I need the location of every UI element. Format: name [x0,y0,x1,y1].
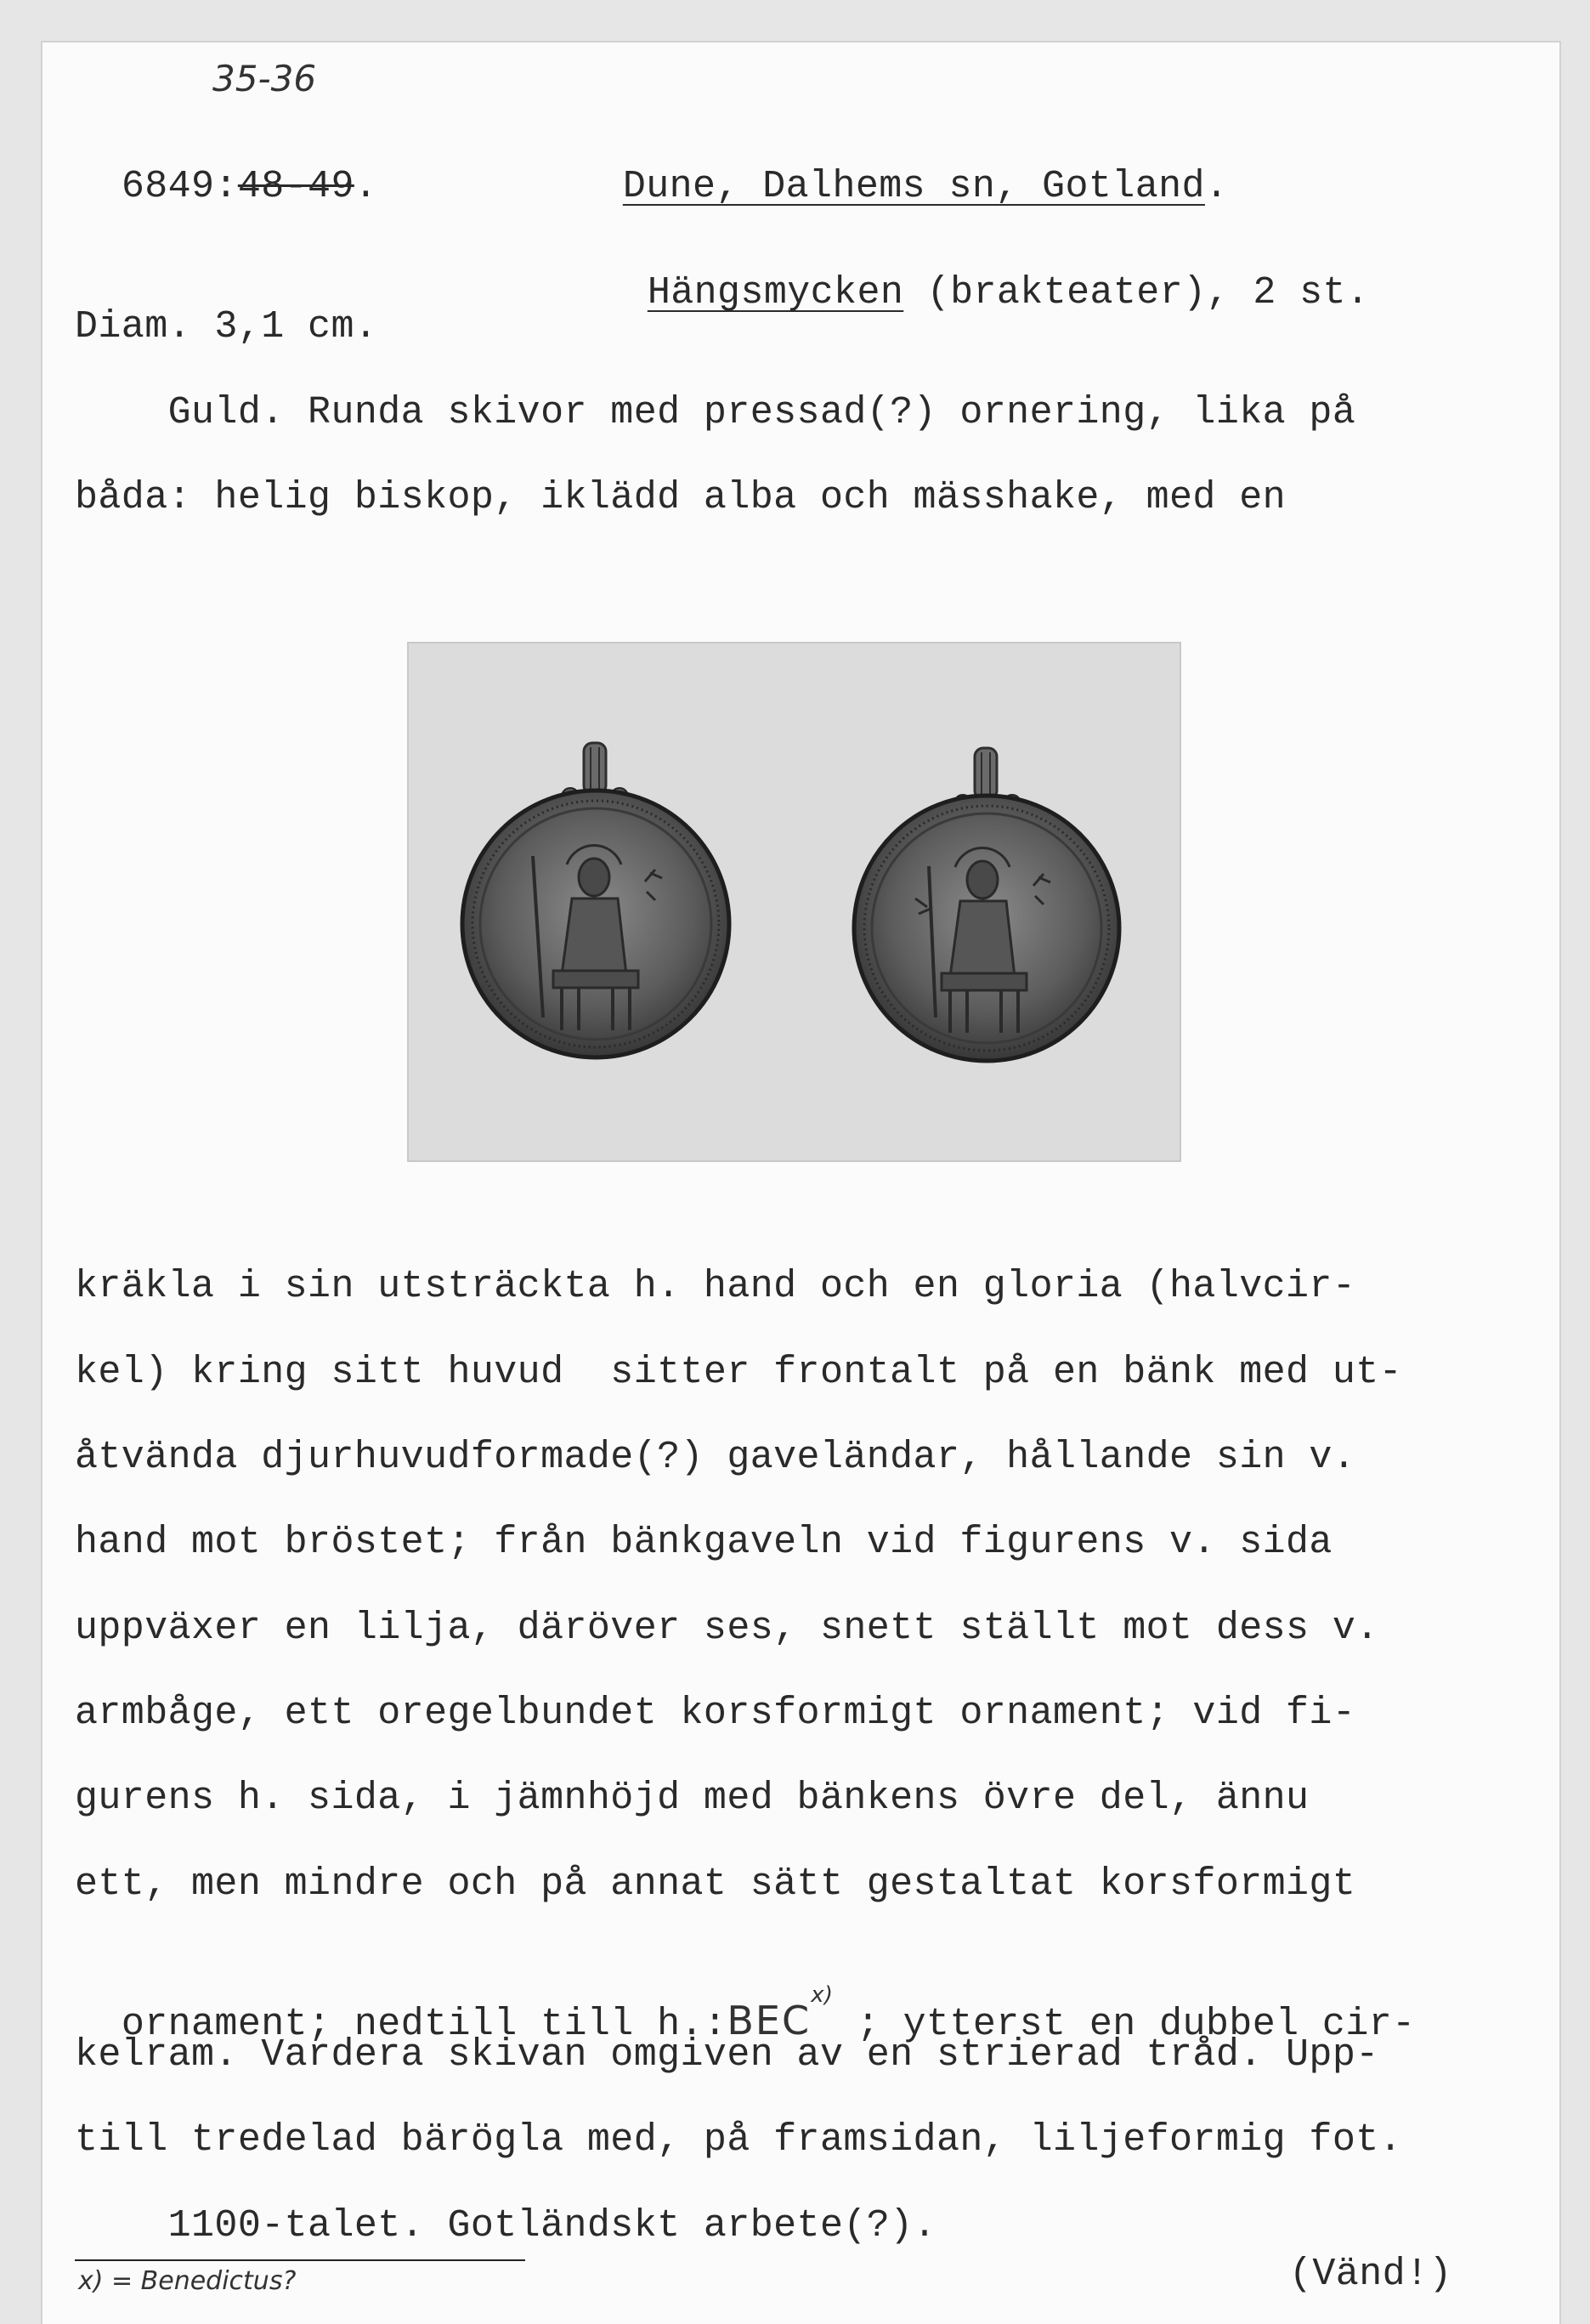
inscription-suffix: ; ytterst en dubbel cir- [833,2003,1416,2046]
handwritten-number: 35-36 [212,58,317,99]
catalog-prefix: 6849: [121,165,238,208]
bracteates-photo [407,642,1181,1162]
footnote-rule [75,2259,525,2261]
inscription-mark: x) [811,1982,834,2008]
location-line [576,111,1228,213]
diameter: Diam. 3,1 cm. [75,305,378,349]
catalog-line [75,111,377,213]
description-line: kel) kring sitt huvud sitter frontalt på en bänk med ut- [75,1351,1403,1394]
bracteates-illustration [409,643,1180,1160]
location-suffix: . [1204,165,1229,208]
description-line: till tredelad bärögla med, på framsidan, liljeformig fot. [75,2118,1403,2162]
location: Dune, Dalhems sn, Gotland [622,165,1205,208]
object-line [601,217,1369,319]
inscription-prefix: ornament; nedtill till h.: [121,2003,727,2046]
object-detail: (brakteater), 2 st. [903,271,1370,315]
description-line: båda: helig biskop, iklädd alba och mässhake, med en [75,476,1287,519]
dating: 1100-talet. Gotländskt arbete(?). [75,2204,936,2247]
footnote: x) = Benedictus? [78,2266,297,2296]
description-line: hand mot bröstet; från bänkgaveln vid figurens v. sida [75,1521,1333,1564]
right-bracteate [854,748,1119,1061]
turn-over-note: (Vänd!) [1289,2253,1452,2296]
catalog-suffix: . [354,165,378,208]
description-line: ett, men mindre och på annat sätt gestaltat korsformigt [75,1862,1356,1906]
description-line: armbåge, ett oregelbundet korsformigt ornament; vid fi- [75,1692,1356,1735]
description-line: åtvända djurhuvudformade(?) gaveländar, hållande sin v. [75,1436,1356,1479]
description-line: Guld. Runda skivor med pressad(?) ornering, lika på [75,391,1356,434]
old-catalog-number: 48-49 [237,165,354,208]
description-line: kelram. Vardera skivan omgiven av en strierad tråd. Upp- [75,2033,1379,2077]
inscription: BEC [727,1998,812,2043]
left-bracteate [462,743,729,1057]
description-line: uppväxer en lilja, däröver ses, snett ställt mot dess v. [75,1607,1379,1650]
object-name: Hängsmycken [647,271,904,315]
description-line: gurens h. sida, i jämnhöjd med bänkens övre del, ännu [75,1777,1310,1820]
description-line: kräkla i sin utsträckta h. hand och en gloria (halvcir- [75,1265,1356,1308]
